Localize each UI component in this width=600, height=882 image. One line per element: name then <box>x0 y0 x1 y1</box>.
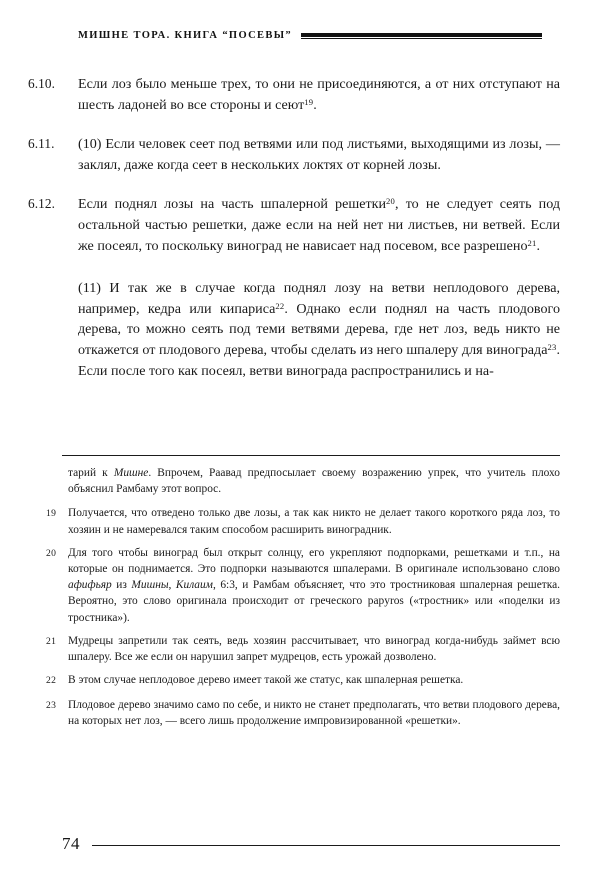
footnotes-block <box>40 465 560 736</box>
footnote-text: Для того чтобы виноград был открыт солнцу, его укрепляют подпорками, решетками и т.п., на которые он поднимается. Это подпорки называются шпалерами. В оригинале использовано слово афифьяр из Мишны, Килаим, 6:3, и Рамбам объясняет, что это тростниковая шпалерная решетка. Вероятно, это слово оригинала происходит от греческого papyros («тростник» или «поделки из тростника»). <box>68 546 560 624</box>
running-head-title: МИШНЕ ТОРА. КНИГА “ПОСЕВЫ” <box>78 30 292 41</box>
footnote-continuation: тарий к Мишне. Впрочем, Раавад предпосылает своему возражению упрек, что учитель плохо объяснил Рамбаму этот вопрос. <box>68 467 561 496</box>
halakha-body: Если поднял лозы на часть шпалерной решетки$^{20}$, то не следует сеять под остальной частью решетки, даже если на ней нет ни листьев, ни ветвей. Если же посеял, то поскольку виноград не нависает над посевом, все разрешено$^{21}$. <box>78 196 561 254</box>
halakha-number: 6.10. <box>28 76 56 91</box>
footnote-number: 21 <box>46 635 57 647</box>
footnote-separator-rule <box>62 455 560 456</box>
running-head <box>78 30 542 41</box>
halakhot-list <box>26 74 560 256</box>
folio-rule <box>92 845 560 846</box>
italic-term: Мишны, Килаим <box>131 579 213 592</box>
footnote-reference[interactable]: 20 <box>386 196 396 207</box>
footnote-reference[interactable]: 23 <box>547 341 557 352</box>
halakha-number: 6.11. <box>28 136 55 152</box>
footnote-number: 22 <box>46 675 57 687</box>
page-number: 74 <box>62 834 80 853</box>
footnote-number: 19 <box>46 508 57 520</box>
halakha-paragraph <box>26 134 560 175</box>
footnote-text: Плодовое дерево значимо само по себе, и никто не станет предполагать, что ветви плодового дерева, на которых нет лоз, — всего лишь продолжение импровизированной «решетки». <box>68 698 560 727</box>
halakha-paragraph <box>26 74 560 115</box>
running-head-rule <box>301 33 542 39</box>
footnote-reference[interactable]: 21 <box>527 237 537 248</box>
footnote-item <box>40 697 560 729</box>
body-text-block <box>26 74 560 381</box>
footnote-reference[interactable]: 19 <box>304 96 314 107</box>
halakha-body: Если лоз было меньше трех, то они не присоединяются, а от них отступают на шесть ладоней во все стороны и сеют$^{19}$. <box>78 76 560 113</box>
footnote-number: 23 <box>46 699 57 711</box>
italic-term: Мишне <box>113 467 149 479</box>
footnote-text: Получается, что отведено только две лозы, а так как никто не делает такого короткого ряда лоз, то хозяин и не намеревался таким способом расширить виноградник. <box>68 507 560 536</box>
halakha-number: 6.12. <box>28 196 56 212</box>
halakha-paragraph <box>26 194 560 256</box>
halakha-body: (10) Если человек сеет под ветвями или под листьями, выходящими из лозы, — заклял, даже когда сеет в нескольких локтях от корней лозы. <box>78 136 560 173</box>
folio <box>62 834 560 854</box>
footnote-item <box>40 633 560 665</box>
footnote-item <box>40 672 560 689</box>
footnote-text: Мудрецы запретили так сеять, ведь хозяин рассчитывает, что виноград когда-нибудь займет всю шпалеру. Все же если он нарушил запрет мудрецов, есть урожай дозволено. <box>68 634 560 664</box>
footnote-item <box>40 505 560 537</box>
italic-term: афифьяр <box>68 579 112 592</box>
footnote-reference[interactable]: 22 <box>275 300 285 311</box>
sub-paragraph: (11) И так же в случае когда поднял лозу на ветви неплодового дерева, например, кедра или кипариса$^{22}$. Однако если поднял на часть плодового дерева, то можно сеять под теми ветвями дерева, где нет лоз, ведь никто не откажется от плодового дерева, чтобы сделать из него шпалеру для винограда$^{23}$. Если после того как посеял, ветви винограда распространились и на- <box>78 280 560 379</box>
footnote-text: В этом случае неплодовое дерево имеет такой же статус, как шпалерная решетка. <box>68 674 464 687</box>
footnote-number: 20 <box>46 547 57 559</box>
footnotes-list <box>40 505 560 729</box>
footnote-item <box>40 545 560 626</box>
